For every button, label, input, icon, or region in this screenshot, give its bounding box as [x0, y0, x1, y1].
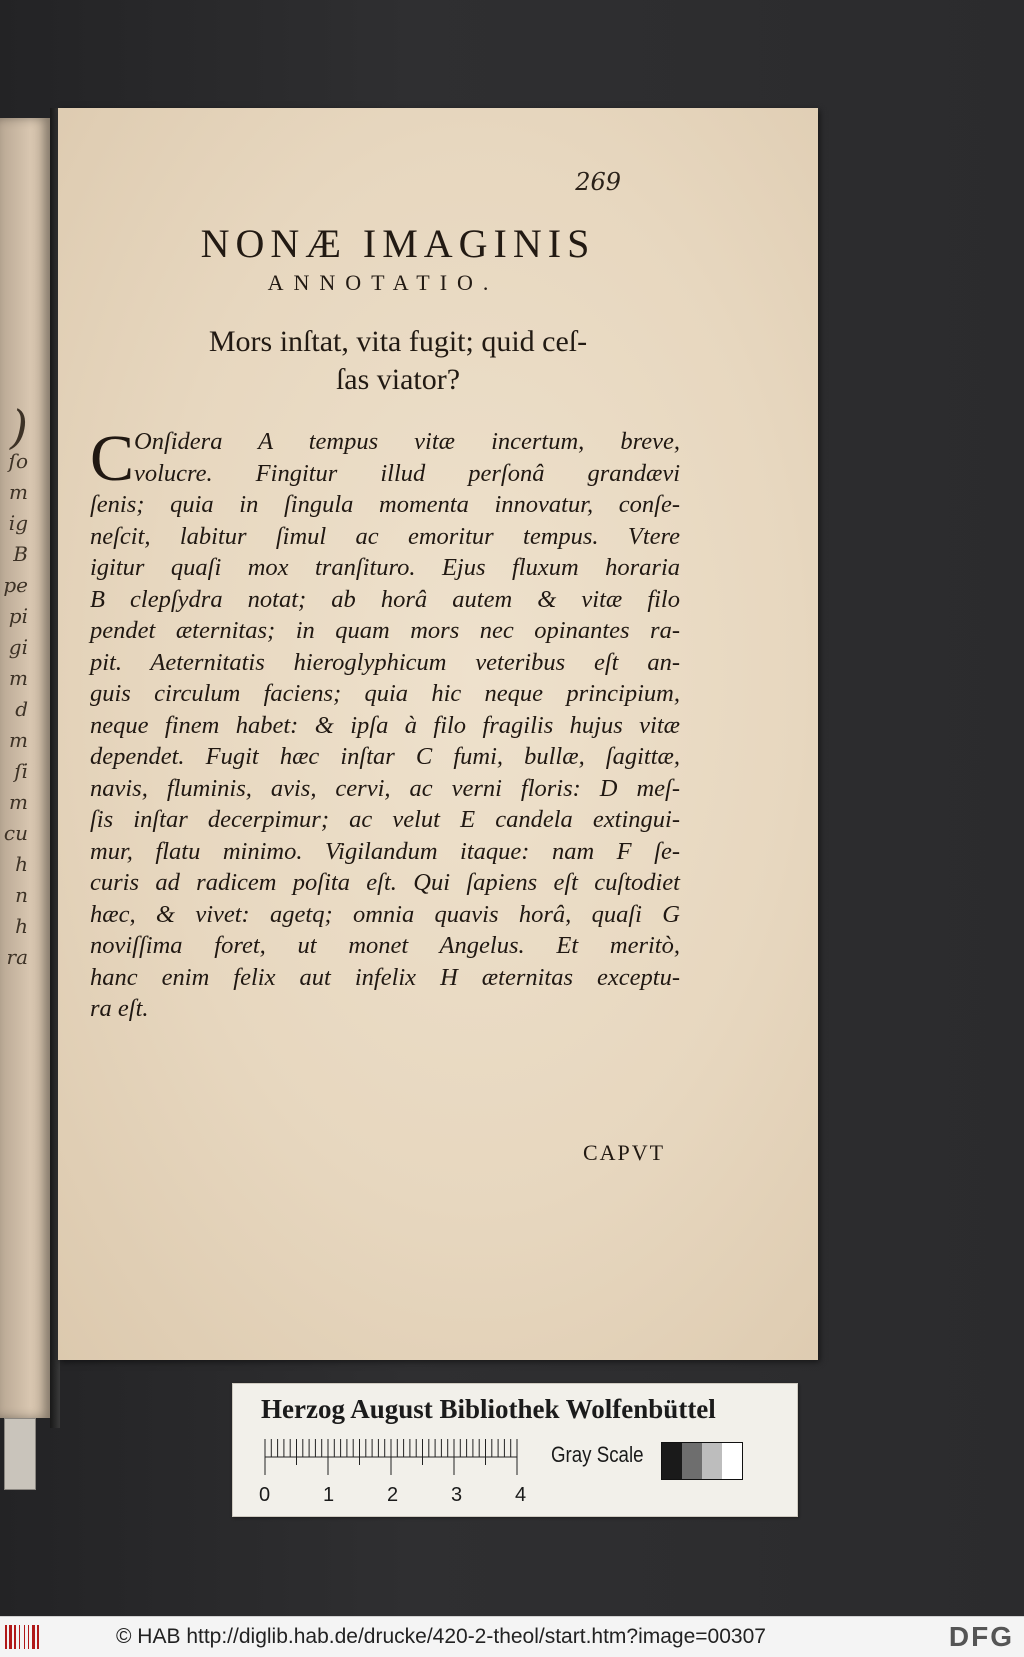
left-page-fragment: m: [9, 728, 28, 752]
shelf-label: [4, 1418, 36, 1490]
gray-swatch: [662, 1443, 682, 1479]
previous-page-edge: [0, 118, 50, 1418]
page-subtitle: ANNOTATIO.: [267, 270, 499, 295]
library-name: Herzog August Bibliothek Wolfenbüttel: [261, 1394, 716, 1424]
left-page-fragment: ra: [6, 945, 28, 969]
body-text: [90, 422, 680, 1025]
page-number: 269: [575, 168, 621, 196]
left-page-fragment: h: [15, 852, 28, 876]
motto: [148, 323, 648, 399]
left-page-fragment: B: [13, 542, 28, 566]
body-line: pendet æternitas; in quam mors nec opinantes ra-: [90, 617, 680, 644]
body-line: hæc, & vivet: agetq; omnia quavis horâ, quaſi G: [90, 900, 680, 928]
book-page: [58, 108, 818, 1360]
left-page-fragment: n: [15, 883, 28, 907]
motto-line: ſas viator?: [335, 363, 461, 396]
ruler-number: 2: [387, 1484, 399, 1506]
left-page-fragment: m: [9, 790, 28, 814]
body-line: guis circulum faciens; quia hic neque principium,: [90, 680, 680, 707]
page-title: NONÆ IMAGINIS: [200, 221, 596, 266]
body-line: curis ad radicem poſita eſt. Qui ſapiens eſt cuſtodiet: [90, 869, 680, 896]
left-page-fragment: ig: [8, 511, 28, 535]
ruler-number: 1: [323, 1484, 335, 1506]
copyright-link[interactable]: © HAB http://diglib.hab.de/drucke/420-2-theol/start.htm?image=00307: [116, 1625, 766, 1648]
gray-scale-swatches: [661, 1442, 743, 1480]
ruler-number: 3: [451, 1484, 463, 1506]
drop-capital: C: [90, 422, 135, 495]
left-page-fragment: d: [15, 697, 28, 721]
library-color-bar: [232, 1383, 798, 1517]
ruler-number: 0: [259, 1484, 271, 1506]
ruler-number: 4: [515, 1484, 527, 1506]
left-page-fragment: gi: [8, 635, 28, 659]
body-line: mur, flatu minimo. Vigilandum itaque: nam F ſe-: [90, 837, 680, 865]
left-page-fragment: pi: [8, 604, 28, 628]
body-line: dependet. Fugit hæc inſtar C fumi, bullæ, ſagittæ,: [90, 743, 680, 770]
left-page-fragment: ): [10, 400, 28, 454]
body-line: noviſſima foret, ut monet Angelus. Et meritò,: [90, 932, 680, 959]
body-line: pit. Aeternitatis hieroglyphicum veteribus eſt an-: [90, 648, 680, 676]
gray-swatch: [682, 1443, 702, 1479]
gray-scale-label: Gray Scale: [551, 1442, 644, 1467]
left-page-fragment: pe: [3, 573, 28, 597]
left-page-fragment: h: [15, 914, 28, 938]
left-page-fragment: ſi: [14, 759, 28, 783]
gray-swatch: [722, 1443, 742, 1479]
motto-line: Mors inſtat, vita fugit; quid ceſ-: [208, 325, 588, 358]
body-line: Onſidera A tempus vitæ incertum, breve,: [134, 428, 680, 455]
ruler-icon: [263, 1439, 519, 1477]
body-line: ſenis; quia in ſingula momenta innovatur, conſe-: [90, 491, 680, 518]
body-line: hanc enim felix aut infelix H æternitas exceptu-: [90, 963, 680, 991]
left-page-fragment: m: [9, 666, 28, 690]
left-page-fragment: cu: [3, 821, 28, 845]
body-line: neſcit, labitur ſimul ac emoritur tempus. Vtere: [90, 522, 680, 550]
catchword: CAPVT: [583, 1140, 666, 1165]
body-line: neque finem habet: & ipſa à filo fragilis hujus vitæ: [90, 711, 680, 739]
barcode-icon: [4, 1623, 46, 1651]
dfg-logo: DFG: [948, 1621, 1014, 1652]
viewer-footer: [0, 1616, 1024, 1657]
left-page-fragment: ſo: [8, 449, 28, 473]
body-line: volucre. Fingitur illud perſonâ grandævi: [134, 459, 680, 487]
left-page-fragment: m: [9, 480, 28, 504]
gray-swatch: [702, 1443, 722, 1479]
body-line: B clepſydra notat; ab horâ autem & vitæ filo: [90, 585, 680, 613]
body-line: navis, fluminis, avis, cervi, ac verni floris: D meſ-: [90, 774, 680, 802]
body-line: ſis inſtar decerpimur; ac velut E candela extingui-: [90, 806, 680, 833]
body-line: igitur quaſi mox tranſituro. Ejus fluxum horaria: [90, 554, 680, 581]
body-line: ra eſt.: [90, 995, 149, 1022]
